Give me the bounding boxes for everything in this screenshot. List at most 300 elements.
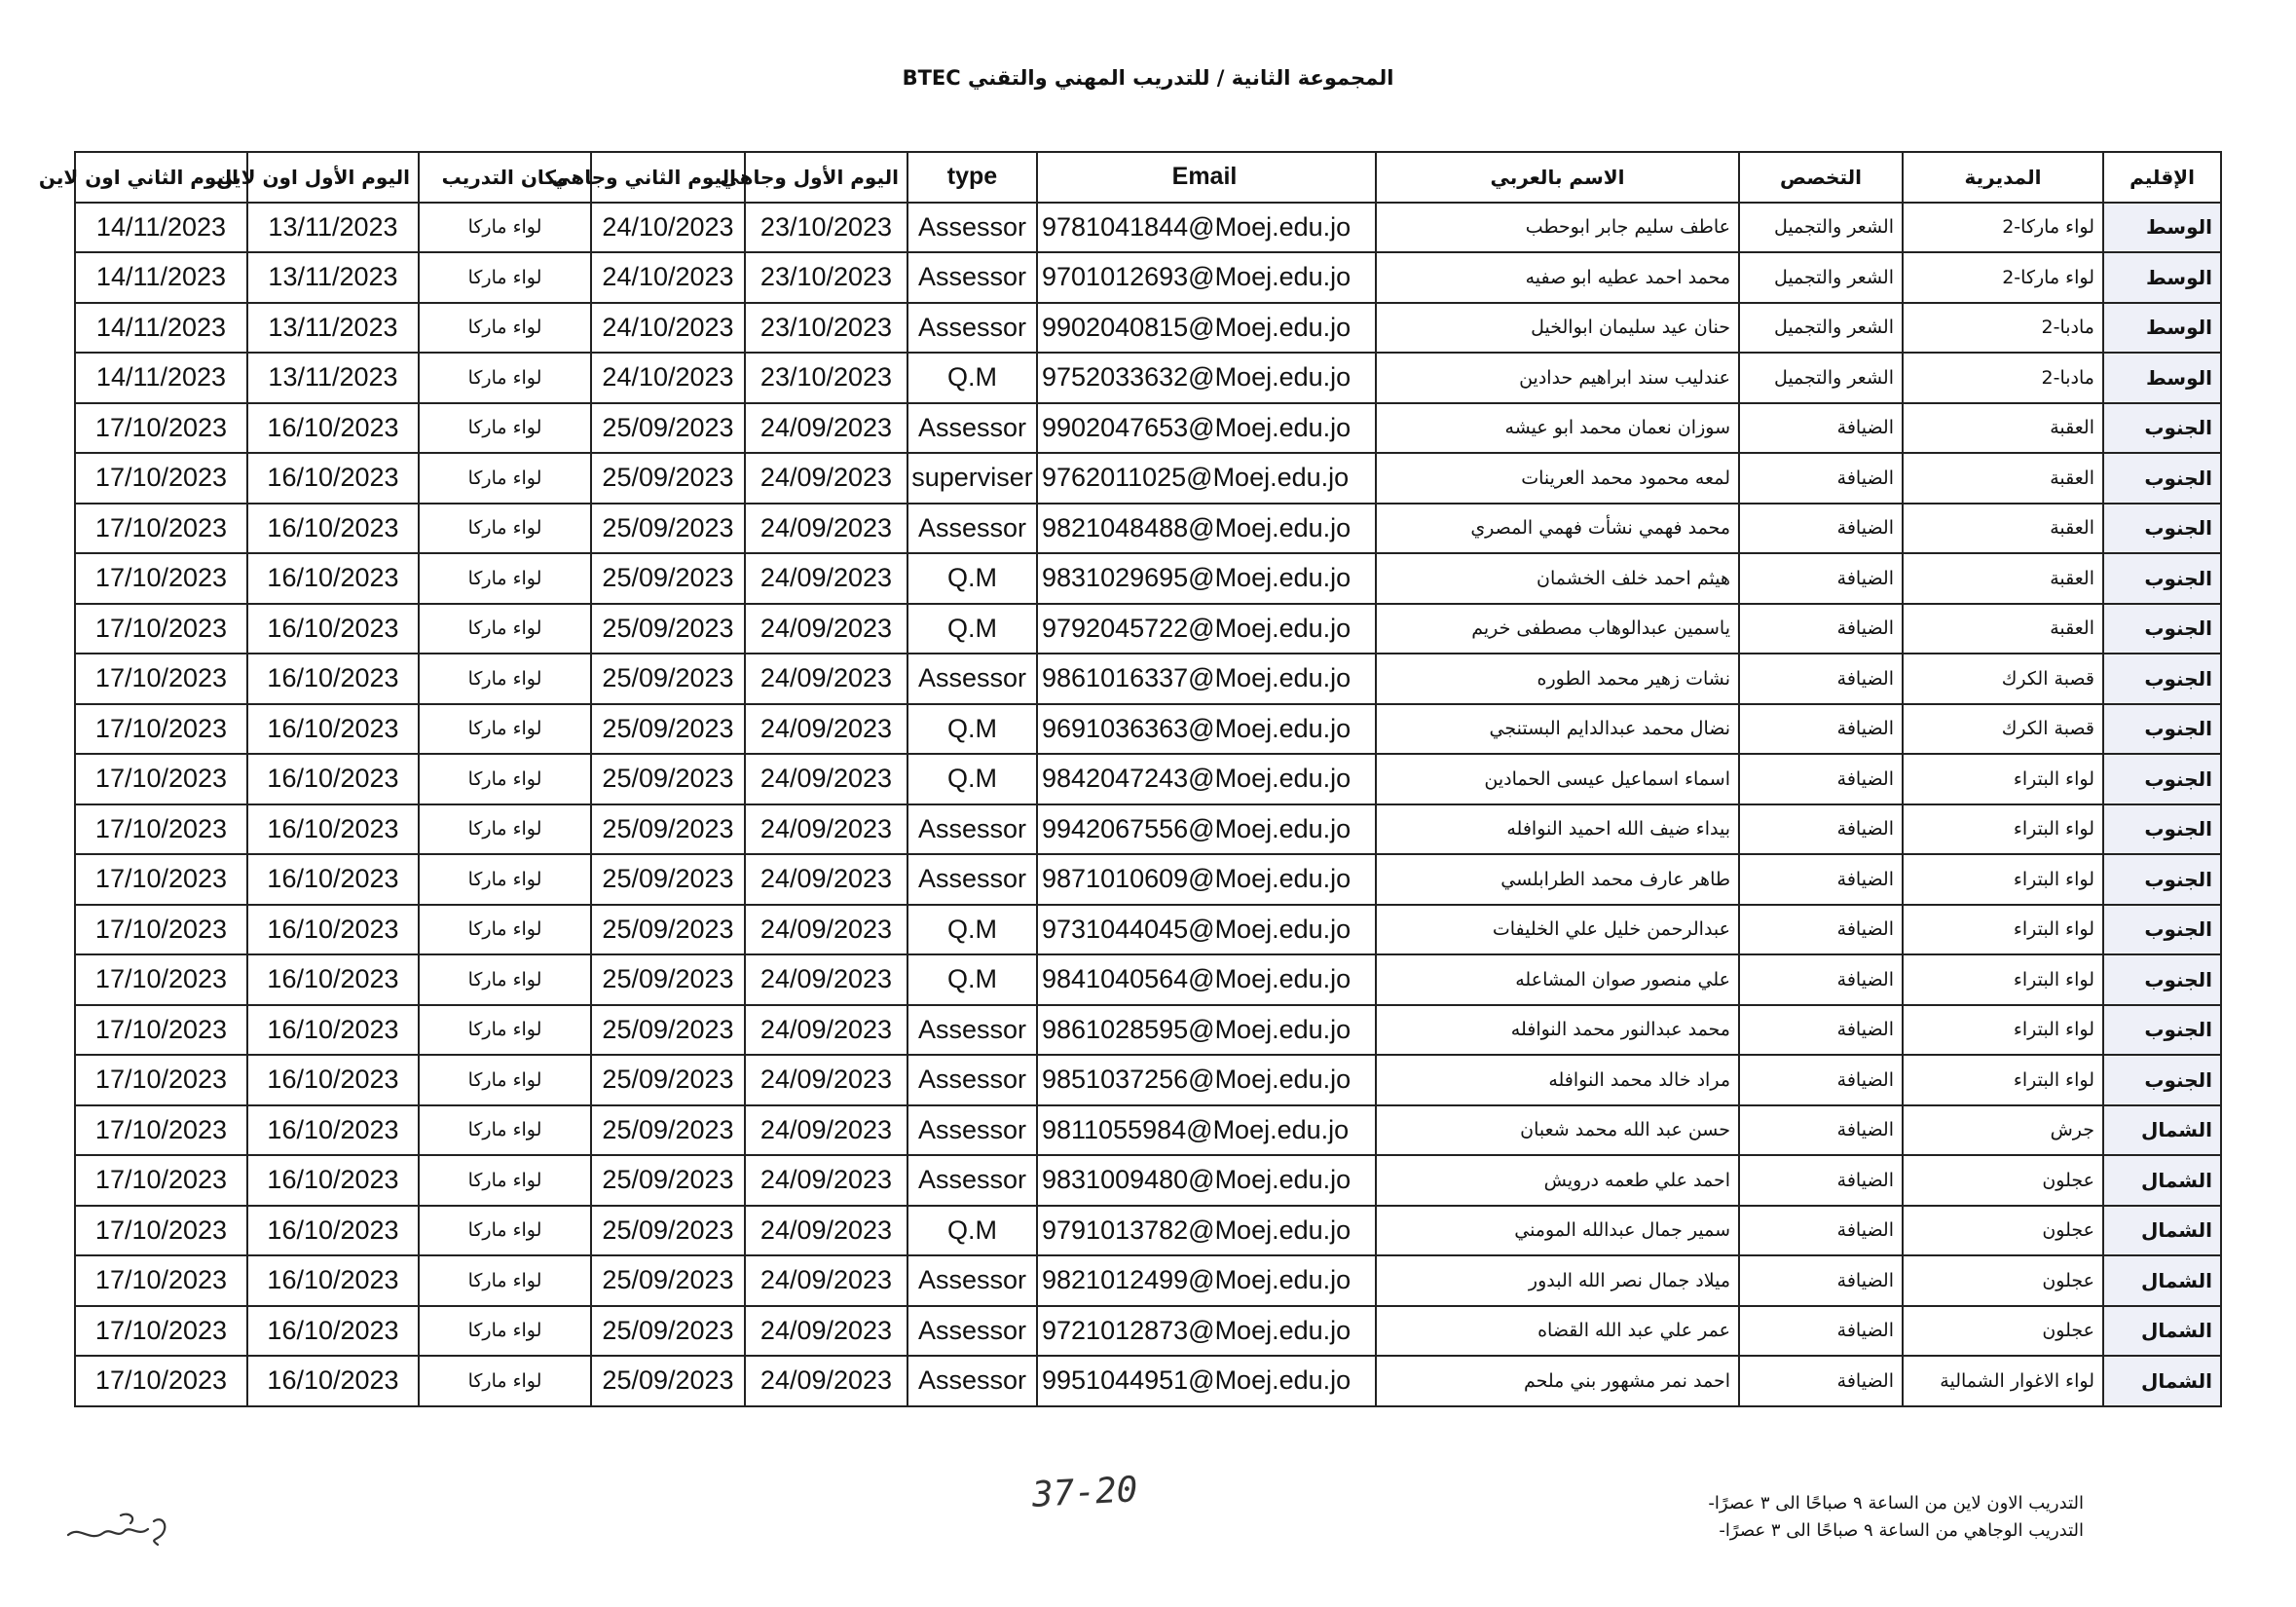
table-row <box>75 553 2221 604</box>
cell-type: Assessor <box>907 654 1037 704</box>
cell-inperson-day2: 25/09/2023 <box>591 1206 745 1256</box>
cell-region: الجنوب <box>2103 654 2221 704</box>
cell-name: عمر علي عبد الله القضاه <box>1376 1306 1739 1357</box>
cell-place: لواء ماركا <box>419 252 591 303</box>
cell-region: الوسط <box>2103 353 2221 403</box>
cell-place: لواء ماركا <box>419 905 591 955</box>
cell-inperson-day2: 25/09/2023 <box>591 654 745 704</box>
cell-name: عبدالرحمن خليل علي الخليفات <box>1376 905 1739 955</box>
cell-type: Assessor <box>907 854 1037 905</box>
cell-online-day1: 16/10/2023 <box>247 1255 419 1306</box>
cell-inperson-day2: 25/09/2023 <box>591 1005 745 1056</box>
cell-specialty: الضيافة <box>1739 1155 1903 1206</box>
cell-name: طاهر عارف محمد الطرابلسي <box>1376 854 1739 905</box>
table-row <box>75 754 2221 804</box>
cell-specialty: الضيافة <box>1739 954 1903 1005</box>
cell-directorate: مادبا-2 <box>1903 303 2103 354</box>
cell-name: محمد فهمي نشأت فهمي المصري <box>1376 504 1739 554</box>
cell-inperson-day2: 25/09/2023 <box>591 1155 745 1206</box>
table-row <box>75 704 2221 755</box>
cell-specialty: الضيافة <box>1739 1306 1903 1357</box>
cell-place: لواء ماركا <box>419 1306 591 1357</box>
cell-name: محمد احمد عطيه ابو صفيه <box>1376 252 1739 303</box>
cell-online-day1: 13/11/2023 <box>247 353 419 403</box>
cell-online-day2: 17/10/2023 <box>75 1356 247 1406</box>
cell-inperson-day1: 24/09/2023 <box>745 1206 907 1256</box>
cell-online-day2: 14/11/2023 <box>75 203 247 253</box>
table-row <box>75 1055 2221 1105</box>
cell-region: الجنوب <box>2103 553 2221 604</box>
cell-online-day1: 16/10/2023 <box>247 403 419 454</box>
note-online-hours: التدريب الاون لاين من الساعة ٩ صباحًا الى ٣ عصرًا- <box>1708 1493 2084 1514</box>
cell-online-day2: 17/10/2023 <box>75 553 247 604</box>
cell-inperson-day1: 23/10/2023 <box>745 203 907 253</box>
cell-inperson-day1: 24/09/2023 <box>745 905 907 955</box>
cell-place: لواء ماركا <box>419 1155 591 1206</box>
header-type: type <box>907 152 1037 203</box>
cell-region: الوسط <box>2103 252 2221 303</box>
cell-type: superviser <box>907 453 1037 504</box>
cell-email: 9762011025@Moej.edu.jo <box>1037 453 1376 504</box>
table-row <box>75 203 2221 253</box>
cell-inperson-day1: 24/09/2023 <box>745 553 907 604</box>
cell-region: الشمال <box>2103 1155 2221 1206</box>
cell-region: الجنوب <box>2103 453 2221 504</box>
cell-region: الوسط <box>2103 303 2221 354</box>
cell-directorate: عجلون <box>1903 1206 2103 1256</box>
cell-specialty: الضيافة <box>1739 704 1903 755</box>
cell-name: نضال محمد عبدالدايم البستنجي <box>1376 704 1739 755</box>
cell-type: Assessor <box>907 1255 1037 1306</box>
cell-place: لواء ماركا <box>419 303 591 354</box>
cell-specialty: الشعر والتجميل <box>1739 353 1903 403</box>
cell-region: الجنوب <box>2103 954 2221 1005</box>
cell-place: لواء ماركا <box>419 1255 591 1306</box>
cell-directorate: لواء ماركا-2 <box>1903 203 2103 253</box>
cell-type: Assessor <box>907 1155 1037 1206</box>
document-title: المجموعة الثانية / للتدريب المهني والتقني BTEC <box>902 66 1394 90</box>
cell-email: 9752033632@Moej.edu.jo <box>1037 353 1376 403</box>
table-row <box>75 804 2221 855</box>
cell-online-day1: 16/10/2023 <box>247 1356 419 1406</box>
cell-specialty: الضيافة <box>1739 754 1903 804</box>
cell-directorate: عجلون <box>1903 1306 2103 1357</box>
cell-specialty: الشعر والتجميل <box>1739 303 1903 354</box>
cell-specialty: الضيافة <box>1739 403 1903 454</box>
cell-email: 9721012873@Moej.edu.jo <box>1037 1306 1376 1357</box>
cell-place: لواء ماركا <box>419 704 591 755</box>
cell-online-day1: 13/11/2023 <box>247 252 419 303</box>
cell-region: الجنوب <box>2103 1055 2221 1105</box>
cell-online-day1: 16/10/2023 <box>247 854 419 905</box>
cell-type: Assessor <box>907 403 1037 454</box>
table-row <box>75 1005 2221 1056</box>
cell-region: الجنوب <box>2103 704 2221 755</box>
table-row <box>75 453 2221 504</box>
cell-place: لواء ماركا <box>419 504 591 554</box>
cell-inperson-day1: 24/09/2023 <box>745 1005 907 1056</box>
header-directorate: المديرية <box>1903 152 2103 203</box>
table-body <box>75 203 2221 1406</box>
cell-specialty: الضيافة <box>1739 1255 1903 1306</box>
cell-place: لواء ماركا <box>419 453 591 504</box>
table-row <box>75 1105 2221 1156</box>
cell-online-day2: 17/10/2023 <box>75 854 247 905</box>
cell-email: 9731044045@Moej.edu.jo <box>1037 905 1376 955</box>
cell-online-day1: 16/10/2023 <box>247 1105 419 1156</box>
cell-place: لواء ماركا <box>419 604 591 654</box>
cell-directorate: لواء البتراء <box>1903 754 2103 804</box>
table-row <box>75 252 2221 303</box>
cell-email: 9781041844@Moej.edu.jo <box>1037 203 1376 253</box>
cell-online-day1: 16/10/2023 <box>247 504 419 554</box>
header-row <box>75 152 2221 203</box>
cell-name: عاطف سليم جابر ابوحطب <box>1376 203 1739 253</box>
cell-directorate: مادبا-2 <box>1903 353 2103 403</box>
cell-online-day2: 17/10/2023 <box>75 804 247 855</box>
cell-place: لواء ماركا <box>419 804 591 855</box>
cell-online-day1: 16/10/2023 <box>247 704 419 755</box>
cell-region: الجنوب <box>2103 854 2221 905</box>
cell-specialty: الضيافة <box>1739 604 1903 654</box>
cell-email: 9861016337@Moej.edu.jo <box>1037 654 1376 704</box>
cell-inperson-day2: 25/09/2023 <box>591 1255 745 1306</box>
cell-online-day2: 17/10/2023 <box>75 1105 247 1156</box>
cell-email: 9861028595@Moej.edu.jo <box>1037 1005 1376 1056</box>
cell-online-day2: 17/10/2023 <box>75 1005 247 1056</box>
cell-region: الشمال <box>2103 1356 2221 1406</box>
cell-name: علي منصور صوان المشاعله <box>1376 954 1739 1005</box>
cell-inperson-day1: 23/10/2023 <box>745 252 907 303</box>
cell-directorate: قصبة الكرك <box>1903 704 2103 755</box>
cell-place: لواء ماركا <box>419 203 591 253</box>
cell-inperson-day1: 23/10/2023 <box>745 353 907 403</box>
cell-type: Q.M <box>907 1206 1037 1256</box>
table-row <box>75 353 2221 403</box>
cell-name: ياسمين عبدالوهاب مصطفى خريم <box>1376 604 1739 654</box>
cell-inperson-day1: 24/09/2023 <box>745 954 907 1005</box>
cell-online-day2: 17/10/2023 <box>75 754 247 804</box>
cell-inperson-day2: 25/09/2023 <box>591 504 745 554</box>
cell-inperson-day2: 25/09/2023 <box>591 854 745 905</box>
cell-directorate: جرش <box>1903 1105 2103 1156</box>
cell-directorate: لواء البتراء <box>1903 954 2103 1005</box>
cell-name: احمد نمر مشهور بني ملحم <box>1376 1356 1739 1406</box>
cell-online-day2: 17/10/2023 <box>75 1206 247 1256</box>
cell-online-day2: 17/10/2023 <box>75 504 247 554</box>
header-inperson-day2: اليوم الثاني وجاهي <box>591 152 745 203</box>
cell-online-day1: 16/10/2023 <box>247 604 419 654</box>
cell-inperson-day2: 25/09/2023 <box>591 403 745 454</box>
cell-type: Q.M <box>907 704 1037 755</box>
cell-online-day1: 16/10/2023 <box>247 804 419 855</box>
cell-inperson-day2: 25/09/2023 <box>591 804 745 855</box>
cell-email: 9792045722@Moej.edu.jo <box>1037 604 1376 654</box>
cell-name: محمد عبدالنور محمد النوافله <box>1376 1005 1739 1056</box>
header-specialty: التخصص <box>1739 152 1903 203</box>
table-row <box>75 905 2221 955</box>
cell-specialty: الضيافة <box>1739 1005 1903 1056</box>
cell-type: Assessor <box>907 203 1037 253</box>
cell-type: Q.M <box>907 353 1037 403</box>
cell-inperson-day2: 24/10/2023 <box>591 252 745 303</box>
cell-place: لواء ماركا <box>419 1356 591 1406</box>
table-row <box>75 1255 2221 1306</box>
cell-inperson-day1: 24/09/2023 <box>745 754 907 804</box>
cell-online-day2: 14/11/2023 <box>75 353 247 403</box>
cell-place: لواء ماركا <box>419 854 591 905</box>
cell-directorate: لواء الاغوار الشمالية <box>1903 1356 2103 1406</box>
cell-directorate: العقبة <box>1903 453 2103 504</box>
cell-directorate: عجلون <box>1903 1255 2103 1306</box>
cell-directorate: العقبة <box>1903 504 2103 554</box>
cell-email: 9842047243@Moej.edu.jo <box>1037 754 1376 804</box>
table-row <box>75 1306 2221 1357</box>
cell-region: الجنوب <box>2103 754 2221 804</box>
cell-name: لمعه محمود محمد العرينات <box>1376 453 1739 504</box>
handwritten-page-number: 37-20 <box>1031 1470 1139 1515</box>
table-row <box>75 504 2221 554</box>
header-online-day1: اليوم الأول اون لاين <box>247 152 419 203</box>
header-place: مكان التدريب <box>419 152 591 203</box>
cell-specialty: الضيافة <box>1739 654 1903 704</box>
cell-online-day2: 17/10/2023 <box>75 1306 247 1357</box>
header-name: الاسم بالعربي <box>1376 152 1739 203</box>
cell-name: ميلاد جمال نصر الله البدور <box>1376 1255 1739 1306</box>
table-row <box>75 1206 2221 1256</box>
cell-type: Assessor <box>907 252 1037 303</box>
cell-online-day1: 16/10/2023 <box>247 754 419 804</box>
cell-online-day1: 13/11/2023 <box>247 303 419 354</box>
cell-email: 9821048488@Moej.edu.jo <box>1037 504 1376 554</box>
cell-inperson-day1: 24/09/2023 <box>745 1055 907 1105</box>
cell-online-day2: 17/10/2023 <box>75 1255 247 1306</box>
cell-region: الجنوب <box>2103 1005 2221 1056</box>
cell-inperson-day1: 24/09/2023 <box>745 1306 907 1357</box>
cell-email: 9841040564@Moej.edu.jo <box>1037 954 1376 1005</box>
header-region: الإقليم <box>2103 152 2221 203</box>
cell-specialty: الضيافة <box>1739 1105 1903 1156</box>
cell-online-day2: 14/11/2023 <box>75 303 247 354</box>
cell-region: الشمال <box>2103 1306 2221 1357</box>
cell-online-day2: 17/10/2023 <box>75 604 247 654</box>
cell-online-day2: 17/10/2023 <box>75 954 247 1005</box>
cell-online-day1: 16/10/2023 <box>247 1155 419 1206</box>
cell-name: حنان عيد سليمان ابوالخيل <box>1376 303 1739 354</box>
cell-region: الشمال <box>2103 1255 2221 1306</box>
cell-inperson-day2: 24/10/2023 <box>591 303 745 354</box>
footer-notes <box>1708 1490 2084 1545</box>
cell-place: لواء ماركا <box>419 1105 591 1156</box>
cell-email: 9951044951@Moej.edu.jo <box>1037 1356 1376 1406</box>
cell-inperson-day1: 24/09/2023 <box>745 604 907 654</box>
cell-inperson-day2: 25/09/2023 <box>591 1105 745 1156</box>
cell-online-day1: 13/11/2023 <box>247 203 419 253</box>
cell-inperson-day1: 24/09/2023 <box>745 854 907 905</box>
cell-online-day1: 16/10/2023 <box>247 1005 419 1056</box>
cell-inperson-day1: 24/09/2023 <box>745 1255 907 1306</box>
cell-name: هيثم احمد خلف الخشمان <box>1376 553 1739 604</box>
cell-online-day2: 17/10/2023 <box>75 905 247 955</box>
cell-inperson-day2: 25/09/2023 <box>591 604 745 654</box>
header-inperson-day1: اليوم الأول وجاهي <box>745 152 907 203</box>
header-email: Email <box>1037 152 1376 203</box>
cell-type: Q.M <box>907 905 1037 955</box>
cell-region: الجنوب <box>2103 403 2221 454</box>
cell-region: الجنوب <box>2103 804 2221 855</box>
cell-type: Assessor <box>907 1055 1037 1105</box>
cell-email: 9691036363@Moej.edu.jo <box>1037 704 1376 755</box>
cell-inperson-day2: 25/09/2023 <box>591 553 745 604</box>
cell-place: لواء ماركا <box>419 754 591 804</box>
handwritten-signature <box>60 1496 177 1554</box>
table-row <box>75 954 2221 1005</box>
cell-place: لواء ماركا <box>419 954 591 1005</box>
cell-email: 9701012693@Moej.edu.jo <box>1037 252 1376 303</box>
cell-email: 9821012499@Moej.edu.jo <box>1037 1255 1376 1306</box>
cell-inperson-day1: 24/09/2023 <box>745 704 907 755</box>
table-row <box>75 1155 2221 1206</box>
header-online-day2: اليوم الثاني اون لاين <box>75 152 247 203</box>
cell-email: 9791013782@Moej.edu.jo <box>1037 1206 1376 1256</box>
cell-inperson-day2: 25/09/2023 <box>591 453 745 504</box>
cell-name: عندليب سند ابراهيم حدادين <box>1376 353 1739 403</box>
cell-online-day1: 16/10/2023 <box>247 553 419 604</box>
cell-online-day1: 16/10/2023 <box>247 905 419 955</box>
cell-online-day1: 16/10/2023 <box>247 654 419 704</box>
cell-specialty: الضيافة <box>1739 553 1903 604</box>
cell-directorate: العقبة <box>1903 553 2103 604</box>
cell-place: لواء ماركا <box>419 553 591 604</box>
cell-place: لواء ماركا <box>419 403 591 454</box>
cell-inperson-day1: 24/09/2023 <box>745 403 907 454</box>
cell-name: نشات زهير محمد الطوره <box>1376 654 1739 704</box>
cell-inperson-day2: 25/09/2023 <box>591 954 745 1005</box>
cell-place: لواء ماركا <box>419 1206 591 1256</box>
cell-inperson-day2: 25/09/2023 <box>591 1055 745 1105</box>
cell-online-day2: 17/10/2023 <box>75 704 247 755</box>
cell-place: لواء ماركا <box>419 1005 591 1056</box>
cell-region: الجنوب <box>2103 504 2221 554</box>
cell-email: 9811055984@Moej.edu.jo <box>1037 1105 1376 1156</box>
cell-name: اسماء اسماعيل عيسى الحمادين <box>1376 754 1739 804</box>
cell-directorate: عجلون <box>1903 1155 2103 1206</box>
table-row <box>75 654 2221 704</box>
cell-place: لواء ماركا <box>419 654 591 704</box>
cell-name: سوزان نعمان محمد ابو عيشه <box>1376 403 1739 454</box>
cell-email: 9871010609@Moej.edu.jo <box>1037 854 1376 905</box>
cell-name: مراد خالد محمد النوافله <box>1376 1055 1739 1105</box>
cell-directorate: لواء البتراء <box>1903 854 2103 905</box>
cell-type: Assessor <box>907 504 1037 554</box>
cell-online-day2: 14/11/2023 <box>75 252 247 303</box>
cell-specialty: الضيافة <box>1739 854 1903 905</box>
cell-online-day1: 16/10/2023 <box>247 1306 419 1357</box>
cell-region: الجنوب <box>2103 604 2221 654</box>
cell-email: 9831029695@Moej.edu.jo <box>1037 553 1376 604</box>
cell-online-day2: 17/10/2023 <box>75 1055 247 1105</box>
cell-inperson-day2: 25/09/2023 <box>591 1356 745 1406</box>
table-row <box>75 1356 2221 1406</box>
cell-inperson-day2: 24/10/2023 <box>591 353 745 403</box>
cell-type: Assessor <box>907 1005 1037 1056</box>
cell-inperson-day2: 24/10/2023 <box>591 203 745 253</box>
cell-type: Assessor <box>907 1306 1037 1357</box>
table-row <box>75 604 2221 654</box>
cell-online-day2: 17/10/2023 <box>75 403 247 454</box>
cell-email: 9831009480@Moej.edu.jo <box>1037 1155 1376 1206</box>
cell-specialty: الضيافة <box>1739 453 1903 504</box>
cell-type: Q.M <box>907 754 1037 804</box>
cell-specialty: الضيافة <box>1739 504 1903 554</box>
cell-online-day2: 17/10/2023 <box>75 453 247 504</box>
cell-specialty: الضيافة <box>1739 905 1903 955</box>
note-inperson-hours: التدريب الوجاهي من الساعة ٩ صباحًا الى ٣ عصرًا- <box>1719 1520 2084 1541</box>
cell-directorate: لواء ماركا-2 <box>1903 252 2103 303</box>
cell-inperson-day1: 24/09/2023 <box>745 453 907 504</box>
cell-directorate: لواء البتراء <box>1903 1005 2103 1056</box>
cell-inperson-day2: 25/09/2023 <box>591 754 745 804</box>
cell-directorate: العقبة <box>1903 604 2103 654</box>
cell-online-day1: 16/10/2023 <box>247 1055 419 1105</box>
cell-name: بيداء ضيف الله احميد النوافله <box>1376 804 1739 855</box>
cell-inperson-day1: 24/09/2023 <box>745 1155 907 1206</box>
cell-region: الوسط <box>2103 203 2221 253</box>
cell-type: Q.M <box>907 604 1037 654</box>
cell-inperson-day1: 24/09/2023 <box>745 1105 907 1156</box>
cell-type: Q.M <box>907 954 1037 1005</box>
cell-online-day1: 16/10/2023 <box>247 1206 419 1256</box>
cell-online-day2: 17/10/2023 <box>75 654 247 704</box>
cell-inperson-day1: 24/09/2023 <box>745 1356 907 1406</box>
cell-name: احمد علي طعمه درويش <box>1376 1155 1739 1206</box>
cell-name: حسن عبد الله محمد شعبان <box>1376 1105 1739 1156</box>
cell-inperson-day1: 24/09/2023 <box>745 504 907 554</box>
cell-directorate: لواء البتراء <box>1903 1055 2103 1105</box>
cell-inperson-day2: 25/09/2023 <box>591 704 745 755</box>
cell-specialty: الضيافة <box>1739 804 1903 855</box>
cell-email: 9942067556@Moej.edu.jo <box>1037 804 1376 855</box>
cell-specialty: الضيافة <box>1739 1356 1903 1406</box>
cell-directorate: قصبة الكرك <box>1903 654 2103 704</box>
cell-specialty: الضيافة <box>1739 1055 1903 1105</box>
cell-inperson-day1: 24/09/2023 <box>745 654 907 704</box>
cell-region: الشمال <box>2103 1105 2221 1156</box>
cell-inperson-day2: 25/09/2023 <box>591 905 745 955</box>
table-row <box>75 854 2221 905</box>
cell-place: لواء ماركا <box>419 1055 591 1105</box>
cell-region: الجنوب <box>2103 905 2221 955</box>
cell-region: الشمال <box>2103 1206 2221 1256</box>
cell-type: Assessor <box>907 804 1037 855</box>
cell-specialty: الشعر والتجميل <box>1739 252 1903 303</box>
cell-type: Assessor <box>907 303 1037 354</box>
cell-place: لواء ماركا <box>419 353 591 403</box>
cell-type: Q.M <box>907 553 1037 604</box>
cell-directorate: العقبة <box>1903 403 2103 454</box>
cell-specialty: الضيافة <box>1739 1206 1903 1256</box>
cell-inperson-day1: 23/10/2023 <box>745 303 907 354</box>
cell-directorate: لواء البتراء <box>1903 905 2103 955</box>
table-row <box>75 403 2221 454</box>
cell-email: 9902040815@Moej.edu.jo <box>1037 303 1376 354</box>
schedule-table <box>38 151 2222 1407</box>
table-row <box>75 303 2221 354</box>
cell-email: 9902047653@Moej.edu.jo <box>1037 403 1376 454</box>
cell-name: سمير جمال عبدالله المومني <box>1376 1206 1739 1256</box>
cell-online-day1: 16/10/2023 <box>247 954 419 1005</box>
cell-inperson-day1: 24/09/2023 <box>745 804 907 855</box>
